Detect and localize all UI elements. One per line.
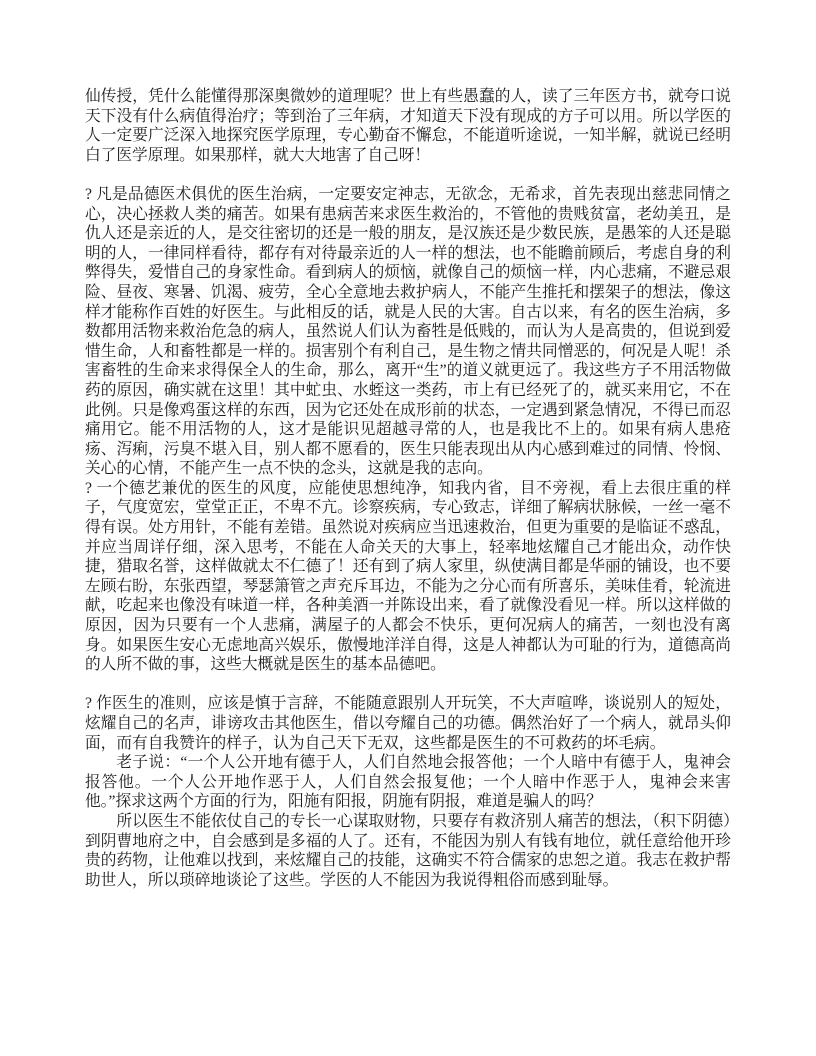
paragraph-3: ? 一个德艺兼优的医生的风度，应能使思想纯净，知我内省，目不旁视，看上去很庄重的样子，气度宽宏，堂堂正正，不卑不亢。诊察疾病，专心致志，详细了解病状脉候，一丝一毫不得有误。处方用针，不能有差错。虽然说对疾病应当迅速救治，但更为重要的是临证不惑乱，并应当周详仔细，深入思考，不能在人命关天的大事上，轻率地炫耀自己才能出众，动作快捷，猎取名誉，这样做就太不仁德了！还有到了病人家里，纵使满目都是华丽的铺设，也不要左顾右盼，东张西望，琴瑟箫管之声充斥耳边，不能为之分心而有所喜乐，美味佳肴，轮流进献，吃起来也像没有味道一样，各种美酒一并陈设出来，看了就像没看见一样。所以这样做的原因，因为只要有一个人悲痛，满屋子的人都会不快乐，更何况病人的痛苦，一刻也没有离身。如果医生安心无虑地高兴娱乐，傲慢地洋洋自得，这是人神都认为可耻的行为，道德高尚的人所不做的事，这些大概就是医生的基本品德吧。 bbox=[85, 479, 731, 674]
paragraph-5-laozi-quote: 老子说：“一个人公开地有德于人，人们自然地会报答他；一个人暗中有德于人，鬼神会报答他。一个人公开地作恶于人，人们自然会报复他；一个人暗中作恶于人，鬼神会来害他。”探求这两个方面的行为，阳施有阳报，阴施有阴报，难道是骗人的吗？ bbox=[85, 754, 731, 811]
paragraph-2: ? 凡是品德医术俱优的医生治病，一定要安定神志，无欲念，无希求，首先表现出慈悲同情之心，决心拯救人类的痛苦。如果有患病苦来求医生救治的，不管他的贵贱贫富，老幼美丑，是仇人还是亲近的人，是交往密切的还是一般的朋友，是汉族还是少数民族，是愚笨的人还是聪明的人，一律同样看待，都存有对待最亲近的人一样的想法，也不能瞻前顾后，考虑自身的利弊得失，爱惜自己的身家性命。看到病人的烦恼，就像自己的烦恼一样，内心悲痛，不避忌艰险、昼夜、寒暑、饥渴、疲劳，全心全意地去救护病人，不能产生推托和摆架子的想法，像这样才能称作百姓的好医生。与此相反的话，就是人民的大害。自古以来，有名的医生治病，多数都用活物来救治危急的病人，虽然说人们认为畜牲是低贱的，而认为人是高贵的，但说到爱惜生命，人和畜牲都是一样的。损害别个有利自己，是生物之情共同憎恶的，何况是人呢！杀害畜牲的生命来求得保全人的生命，那么，离开“生”的道义就更远了。我这些方子不用活物做药的原因，确实就在这里！其中虻虫、水蛭这一类药，市上有已经死了的，就买来用它，不在此例。只是像鸡蛋这样的东西，因为它还处在成形前的状态，一定遇到紧急情况，不得已而忍痛用它。能不用活物的人，这才是能识见超越寻常的人，也是我比不上的。如果有病人患疮疡、泻痢，污臭不堪入目，别人都不愿看的，医生只能表现出从内心感到难过的同情、怜悯、关心的心情，不能产生一点不快的念头，这就是我的志向。 bbox=[85, 185, 731, 478]
paragraph-6-conclusion: 所以医生不能依仗自己的专长一心谋取财物，只要存有救济别人痛苦的想法，（积下阴德）到阴曹地府之中，自会感到是多福的人了。还有，不能因为别人有钱有地位，就任意给他开珍贵的药物，让他难以找到，来炫耀自己的技能，这确实不符合儒家的忠恕之道。我志在救护帮助世人，所以琐碎地谈论了这些。学医的人不能因为我说得粗俗而感到耻辱。 bbox=[85, 812, 731, 889]
document-body-text bbox=[85, 87, 731, 890]
paragraph-1: 仙传授，凭什么能懂得那深奥微妙的道理呢？世上有些愚蠢的人，读了三年医方书，就夸口说天下没有什么病值得治疗；等到治了三年病，才知道天下没有现成的方子可以用。所以学医的人一定要广泛深入地探究医学原理，专心勤奋不懈怠，不能道听途说，一知半解，就说已经明白了医学原理。如果那样，就大大地害了自己呀！ bbox=[85, 88, 731, 164]
paragraph-4: ? 作医生的准则，应该是慎于言辞，不能随意跟别人开玩笑，不大声喧哗，谈说别人的短处，炫耀自己的名声，诽谤攻击其他医生，借以夸耀自己的功德。偶然治好了一个病人，就昂头仰面，而有自我赞许的样子，认为自己天下无双，这些都是医生的不可救药的坏毛病。 bbox=[85, 695, 731, 752]
